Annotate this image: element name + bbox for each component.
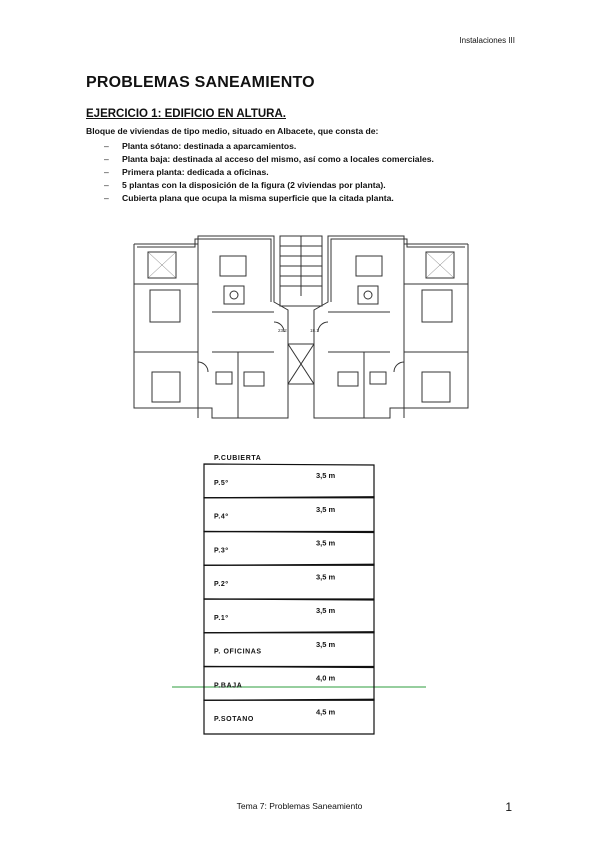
floor-height-label: 3,5 m [316,606,336,616]
floor-label: P.SOTANO [214,716,254,724]
page-footer: Tema 7: Problemas Saneamiento [236,801,363,811]
floor-label: P. OFICINAS [214,648,262,656]
floor-box [204,564,374,599]
list-item: – 5 plantas con la disposición de la figura (2 viviendas por planta). [104,179,434,192]
page-number: 1 [505,800,512,814]
list-item: – Planta sótano: destinada a aparcamientos. [104,140,434,153]
floor-height-label: 3,5 m [316,639,336,649]
floor-label: P.BAJA [214,682,243,690]
floor-label: P.3º [214,547,229,555]
floor-box [204,532,374,566]
floor-plan-drawing [128,232,474,426]
floor-height-label: 4,5 m [316,707,336,717]
list-item: – Cubierta plana que ocupa la misma superficie que la citada planta. [104,192,434,205]
floor-box [204,464,374,498]
floor-height-label: 3,5 m [316,538,336,548]
floor-label: P.1º [214,614,229,622]
exercise-intro: Bloque de viviendas de tipo medio, situado en Albacete, que consta de: [86,126,379,136]
floor-label: P.2º [214,581,229,589]
exercise-title: EJERCICIO 1: EDIFICIO EN ALTURA. [86,108,286,120]
list-item: – Primera planta: dedicada a oficinas. [104,166,434,179]
roof-label: P.CUBIERTA [214,455,262,462]
page-title: PROBLEMAS SANEAMIENTO [86,74,315,91]
floor-label: P.4º [214,513,229,521]
floor-height-label: 4,0 m [316,673,336,683]
floor-box [204,497,374,532]
floor-height-label: 3,5 m [316,471,336,481]
running-header: Instalaciones III [459,36,515,45]
floor-label: P.5º [214,479,229,487]
floor-height-label: 3,5 m [316,504,336,514]
plan-dimension-right: 18.1 [310,328,319,333]
building-section-diagram [170,450,440,740]
plan-dimension-left: 23.2 [278,328,287,333]
floor-box [204,599,374,633]
floor-height-label: 3,5 m [316,572,336,582]
exercise-list [104,140,434,205]
list-item: – Planta baja: destinada al acceso del mismo, así como a locales comerciales. [104,153,434,166]
